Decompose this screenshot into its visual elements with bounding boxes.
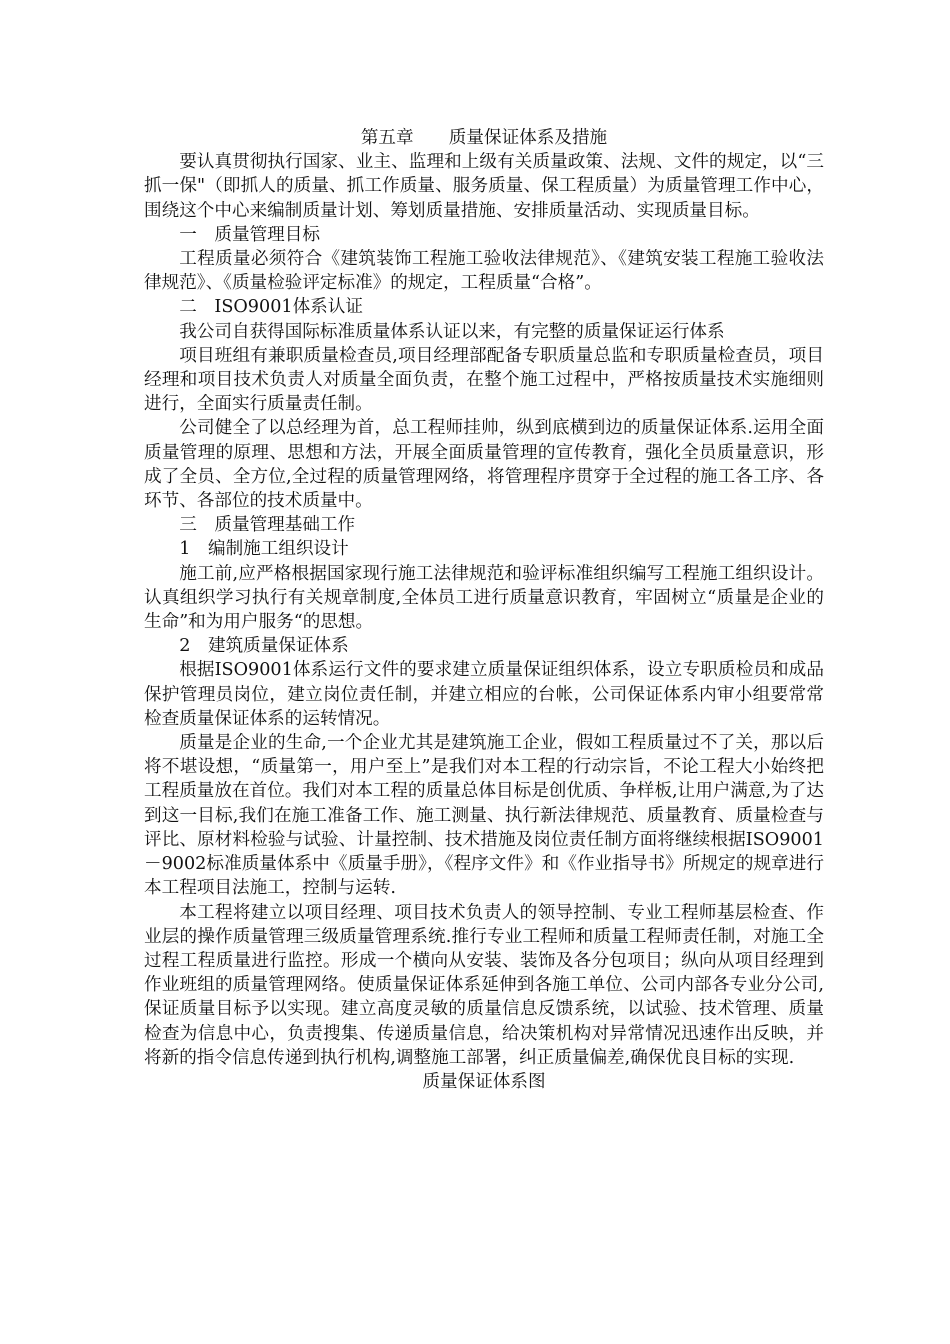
paragraph-iso-system: 根据ISO9001体系运行文件的要求建立质量保证组织体系，设立专职质检员和成品保护管理员岗位，建立岗位责任制，并建立相应的台帐，公司保证体系内审小组要常常检查质量保证体系的运转情况。	[144, 660, 824, 729]
paragraph-quality-goal: 工程质量必须符合《建筑装饰工程施工验收法律规范》、《建筑安装工程施工验收法律规范》、《质量检验评定标准》的规定，工程质量“合格”。	[144, 249, 824, 294]
paragraph-company-system: 公司健全了以总经理为首，总工程师挂帅，纵到底横到边的质量保证体系.运用全面质量管理的原理、思想和方法，开展全面质量管理的宣传教育，强化全员质量意识，形成了全员、全方位,全过程的质量管理网络，将管理程序贯穿于全过程的施工各工序、各环节、各部位的技术质量中。	[144, 418, 824, 512]
section-heading-quality-goal: 一 质量管理目标	[179, 224, 320, 245]
paragraph-management-system: 本工程将建立以项目经理、项目技术负责人的领导控制、专业工程师基层检查、作业层的操作质量管理三级质量管理系统.推行专业工程师和质量工程师责任制，对施工全过程工程质量进行监控。形成一个横向从安装、装饰及各分包项目；纵向从项目经理到作业班组的质量管理网络。使质量保证体系延伸到各施工单位、公司内部各专业分公司,保证质量目标予以实现。建立高度灵敏的质量信息反馈系统，以试验、技术管理、质量检查为信息中心，负责搜集、传递质量信息，给决策机构对异常情况迅速作出反映，并将新的指令信息传递到执行机构,调整施工部署，纠正质量偏差,确保优良目标的实现.	[144, 902, 824, 1068]
subsection-heading-construction-design: 1 编制施工组织设计	[179, 539, 349, 560]
paragraph-certification: 我公司自获得国际标准质量体系认证以来，有完整的质量保证运行体系	[179, 321, 725, 342]
paragraph-intro: 要认真贯彻执行国家、业主、监理和上级有关质量政策、法规、文件的规定，以“三抓一保"（即抓人的质量、抓工作质量、服务质量、保工程质量）为质量管理工作中心，围绕这个中心来编制质量计划、筹划质量措施、安排质量活动、实现质量目标。	[144, 152, 824, 221]
section-heading-iso-certification: 二 ISO9001体系认证	[179, 297, 363, 318]
paragraph-construction-design: 施工前,应严格根据国家现行施工法律规范和验评标准组织编写工程施工组织设计。认真组织学习执行有关规章制度,全体员工进行质量意识教育，牢固树立“质量是企业的生命”和为用户服务“的思想。	[144, 563, 824, 633]
paragraph-quality-life: 质量是企业的生命,一个企业尤其是建筑施工企业，假如工程质量过不了关，那以后将不堪设想，“质量第一，用户至上”是我们对本工程的行动宗旨，不论工程大小始终把工程质量放在首位。我们对本工程的质量总体目标是创优质、争样板,让用户满意,为了达到这一目标,我们在施工准备工作、施工测量、执行新法律规范、质量教育、质量检查与评比、原材料检验与试验、计量控制、技术措施及岗位责任制方面将继续根据ISO9001－9002标准质量体系中《质量手册》，《程序文件》和《作业指导书》所规定的规章进行本工程项目法施工，控制与运转.	[144, 733, 824, 899]
subsection-heading-quality-system: 2 建筑质量保证体系	[179, 636, 349, 657]
document-page	[144, 126, 824, 1094]
figure-caption: 质量保证体系图	[422, 1071, 546, 1092]
section-heading-basic-work: 三 质量管理基础工作	[179, 515, 356, 536]
paragraph-project-team: 项目班组有兼职质量检查员,项目经理部配备专职质量总监和专职质量检查员，项目经理和项目技术负责人对质量全面负责，在整个施工过程中，严格按质量技术实施细则进行，全面实行质量责任制。	[144, 345, 824, 415]
chapter-title: 第五章 质量保证体系及措施	[360, 128, 608, 148]
